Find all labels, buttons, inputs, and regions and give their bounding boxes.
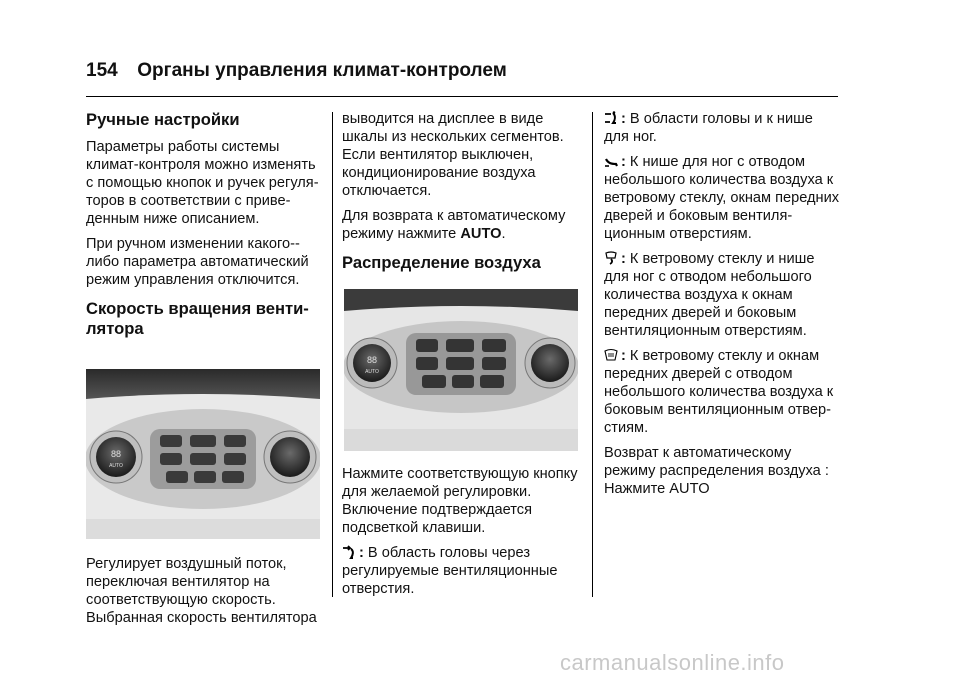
paragraph: При ручном изменении какого-- либо параметра автоматический режим управления отключится. (86, 236, 309, 288)
climate-panel-photo (86, 369, 320, 539)
column-3 (604, 110, 844, 505)
column-divider (332, 112, 333, 597)
air-mode-item: : В область головы через регулируемые вентиляционные отверстия. (342, 545, 558, 597)
auto-label: AUTO (365, 369, 379, 375)
air-mode-item: : В области головы и к нише для ног. (604, 111, 813, 145)
climate-panel-photo (344, 289, 578, 451)
air-mode-item: : К нише для ног с отводом небольшого количества воздуха к ветровому стеклу, окнам передних дверей и боковым вентиля- ционным отверстиям. (604, 154, 840, 242)
page-number: 154 (86, 60, 118, 81)
page-header (86, 60, 507, 82)
section-heading-air-distribution: Распределение воздуха (342, 253, 541, 272)
auto-label: AUTO (109, 463, 123, 469)
paragraph: Возврат к автоматическому режиму распределения воздуха : Нажмите AUTO (604, 445, 829, 497)
page-title: Органы управления климат-контролем (137, 60, 507, 81)
auto-button-text: AUTO (460, 226, 502, 242)
header-rule (86, 96, 838, 97)
section-heading-fan-speed: Скорость вращения венти- лятора (86, 299, 309, 338)
defrost-feet-icon (604, 251, 618, 265)
column-divider (592, 112, 593, 597)
watermark: carmanualsonline.info (560, 650, 785, 675)
vent-head-icon (342, 545, 356, 559)
paragraph: Для возврата к автоматическому режиму нажмите AUTO. (342, 208, 566, 242)
air-mode-item: : К ветровому стеклу и окнам передних дверей с отводом небольшого количества воздуха к боковым вентиляционным отвер- стиям. (604, 348, 834, 436)
air-mode-item: : К ветровому стеклу и нише для ног с отводом небольшого количества воздуха к окнам передних дверей и боковым вентиляционным отверстиям. (604, 251, 815, 339)
paragraph: Регулирует воздушный поток, переключая вентилятор на соответствующую скорость. Выбранная скорость вентилятора (86, 556, 317, 626)
knob-display: 88 (366, 355, 378, 365)
defrost-icon (604, 348, 618, 362)
paragraph: Нажмите соответствующую кнопку для желаемой регулировки. Включение подтверждается подсветкой клавиши. (342, 466, 578, 536)
section-heading-manual: Ручные настройки (86, 110, 240, 129)
column-1 (86, 110, 320, 634)
feet-icon (604, 154, 618, 168)
column-2 (342, 110, 582, 605)
head-and-feet-icon (604, 111, 618, 125)
paragraph: Параметры работы системы климат-контроля можно изменять с помощью кнопок и ручек регуля- торов в соответствии с приве- денным ниже описанием. (86, 139, 319, 227)
knob-display: 88 (110, 449, 122, 459)
paragraph: выводится на дисплее в виде шкалы из нескольких сегментов. Если вентилятор выключен, кондиционирование воздуха отключается. (342, 111, 564, 199)
